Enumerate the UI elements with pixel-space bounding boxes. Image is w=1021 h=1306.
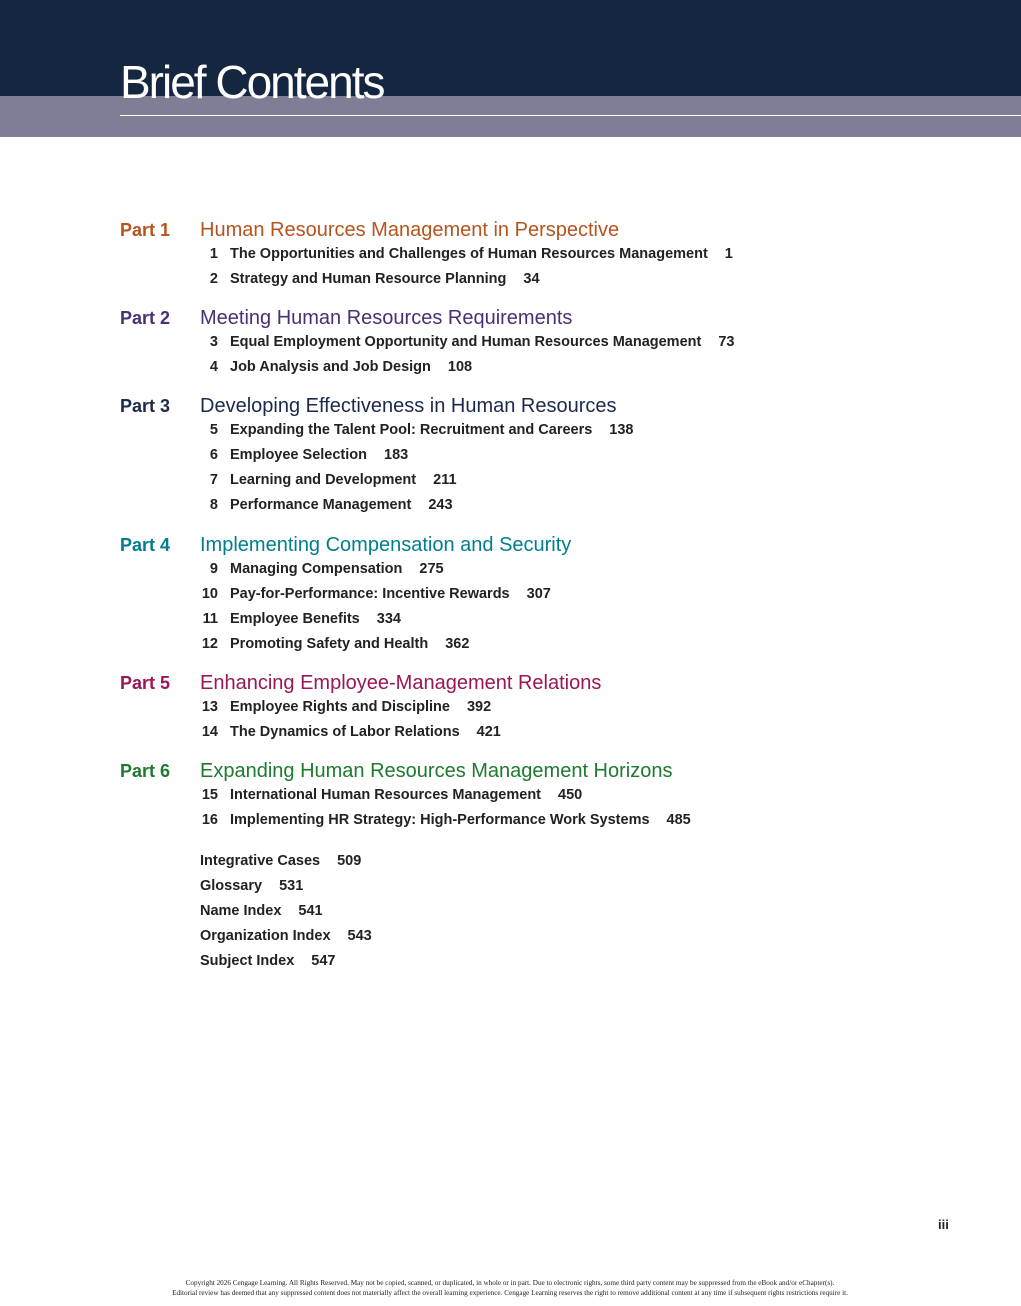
chapter-entry[interactable]: [230, 269, 540, 289]
chapter-entry[interactable]: [230, 634, 469, 654]
back-matter-entry[interactable]: [200, 851, 361, 871]
chapter-title[interactable]: Strategy and Human Resource Planning: [230, 271, 507, 287]
chapter-page: 450: [558, 787, 583, 803]
chapter-page: 334: [376, 611, 401, 627]
chapter-number: 16: [201, 812, 218, 828]
chapter-entry[interactable]: [230, 244, 733, 264]
chapter-page: 1: [724, 246, 733, 262]
part-title: Enhancing Employee-Management Relations: [200, 672, 602, 694]
chapter-entry[interactable]: [230, 584, 551, 604]
chapter-page: 392: [466, 699, 492, 715]
chapter-number: 3: [209, 334, 218, 350]
back-matter-title[interactable]: Name Index: [200, 903, 282, 919]
chapter-title[interactable]: International Human Resources Management: [230, 787, 542, 803]
chapter-page: 73: [718, 334, 735, 350]
chapter-number: 2: [209, 271, 218, 287]
back-matter-page: 541: [298, 903, 323, 919]
chapter-number: 10: [201, 586, 218, 602]
page-number: iii: [938, 1217, 949, 1232]
copyright-line: Copyright 2026 Cengage Learning. All Rights Reserved. May not be copied, scanned, or duplicated, in whole or in part. Due to electronic rights, some third party content may be suppressed from the eBook and/or eChapter(s).: [185, 1279, 835, 1287]
back-matter-title[interactable]: Glossary: [200, 878, 263, 894]
part-label: Part 6: [120, 761, 171, 781]
chapter-number: 13: [201, 699, 218, 715]
chapter-title[interactable]: Employee Benefits: [230, 611, 360, 627]
chapter-number: 11: [202, 611, 218, 627]
chapter-entry[interactable]: [230, 810, 691, 830]
back-matter-page: 509: [337, 853, 362, 869]
chapter-page: 108: [447, 359, 473, 375]
back-matter-title[interactable]: Organization Index: [200, 928, 331, 944]
chapter-entry[interactable]: [230, 697, 491, 717]
part-label: Part 5: [120, 673, 171, 693]
part-title: Expanding Human Resources Management Horizons: [200, 760, 673, 782]
copyright-notice: [60, 1278, 960, 1298]
part-title: Meeting Human Resources Requirements: [200, 307, 573, 329]
chapter-page: 243: [428, 497, 453, 513]
chapter-title[interactable]: Equal Employment Opportunity and Human Resources Management: [230, 334, 702, 350]
chapter-entry[interactable]: [230, 445, 408, 465]
chapter-page: 485: [666, 812, 691, 828]
back-matter-page: 531: [279, 878, 304, 894]
part-label: Part 4: [120, 535, 171, 555]
chapter-entry[interactable]: [230, 495, 453, 515]
chapter-entry[interactable]: [230, 785, 582, 805]
chapter-title[interactable]: Promoting Safety and Health: [230, 636, 429, 652]
chapter-title[interactable]: Employee Rights and Discipline: [230, 699, 450, 715]
part-title: Developing Effectiveness in Human Resources: [200, 395, 617, 417]
chapter-number: 9: [209, 561, 218, 577]
back-matter-page: 547: [311, 953, 336, 969]
chapter-number: 6: [209, 447, 218, 463]
part-label: Part 3: [120, 396, 171, 416]
chapter-title[interactable]: Employee Selection: [230, 447, 367, 463]
part-title: Implementing Compensation and Security: [200, 534, 572, 556]
back-matter-entry[interactable]: [200, 876, 303, 896]
chapter-entry[interactable]: [230, 559, 444, 579]
chapter-title[interactable]: Job Analysis and Job Design: [230, 359, 431, 375]
header-rule: [120, 115, 1021, 116]
chapter-number: 5: [209, 422, 218, 438]
chapter-entry[interactable]: [230, 357, 472, 377]
chapter-number: 7: [209, 472, 218, 488]
chapter-entry[interactable]: [230, 332, 734, 352]
chapter-page: 34: [523, 271, 540, 287]
chapter-page: 211: [433, 472, 457, 488]
part-label: Part 1: [120, 220, 171, 240]
chapter-title[interactable]: Learning and Development: [230, 472, 417, 488]
chapter-number: 4: [209, 359, 218, 375]
chapter-number: 12: [201, 636, 218, 652]
chapter-number: 14: [201, 724, 218, 740]
back-matter-page: 543: [347, 928, 372, 944]
back-matter-title[interactable]: Integrative Cases: [200, 853, 321, 869]
chapter-title[interactable]: The Opportunities and Challenges of Human Resources Management: [230, 246, 708, 262]
chapter-entry[interactable]: [230, 420, 634, 440]
chapter-page: 362: [445, 636, 470, 652]
chapter-entry[interactable]: [230, 470, 457, 490]
back-matter-entry[interactable]: [200, 951, 335, 971]
chapter-title[interactable]: Implementing HR Strategy: High-Performance Work Systems: [230, 812, 650, 828]
chapter-number: 15: [201, 787, 218, 803]
back-matter-title[interactable]: Subject Index: [200, 953, 295, 969]
chapter-number: 8: [209, 497, 218, 513]
part-title: Human Resources Management in Perspective: [200, 219, 620, 241]
page-title: Brief Contents: [120, 56, 384, 108]
chapter-page: 138: [609, 422, 634, 438]
back-matter-entry[interactable]: [200, 926, 372, 946]
chapter-title[interactable]: Expanding the Talent Pool: Recruitment and Careers: [230, 422, 593, 438]
chapter-entry[interactable]: [230, 722, 501, 742]
chapter-title[interactable]: Pay-for-Performance: Incentive Rewards: [230, 586, 510, 602]
chapter-page: 275: [419, 561, 444, 577]
chapter-number: 1: [209, 246, 218, 262]
chapter-page: 307: [526, 586, 551, 602]
chapter-entry[interactable]: [230, 609, 401, 629]
back-matter-entry[interactable]: [200, 901, 323, 921]
chapter-title[interactable]: Performance Management: [230, 497, 412, 513]
copyright-line: Editorial review has deemed that any suppressed content does not materially affect the overall learning experience. Cengage Learning reserves the right to remove additional content at any time if subsequent rights restrictions require it.: [172, 1289, 848, 1297]
chapter-title[interactable]: Managing Compensation: [230, 561, 403, 577]
part-label: Part 2: [120, 308, 171, 328]
chapter-page: 421: [476, 724, 501, 740]
chapter-page: 183: [384, 447, 409, 463]
chapter-title[interactable]: The Dynamics of Labor Relations: [230, 724, 460, 740]
